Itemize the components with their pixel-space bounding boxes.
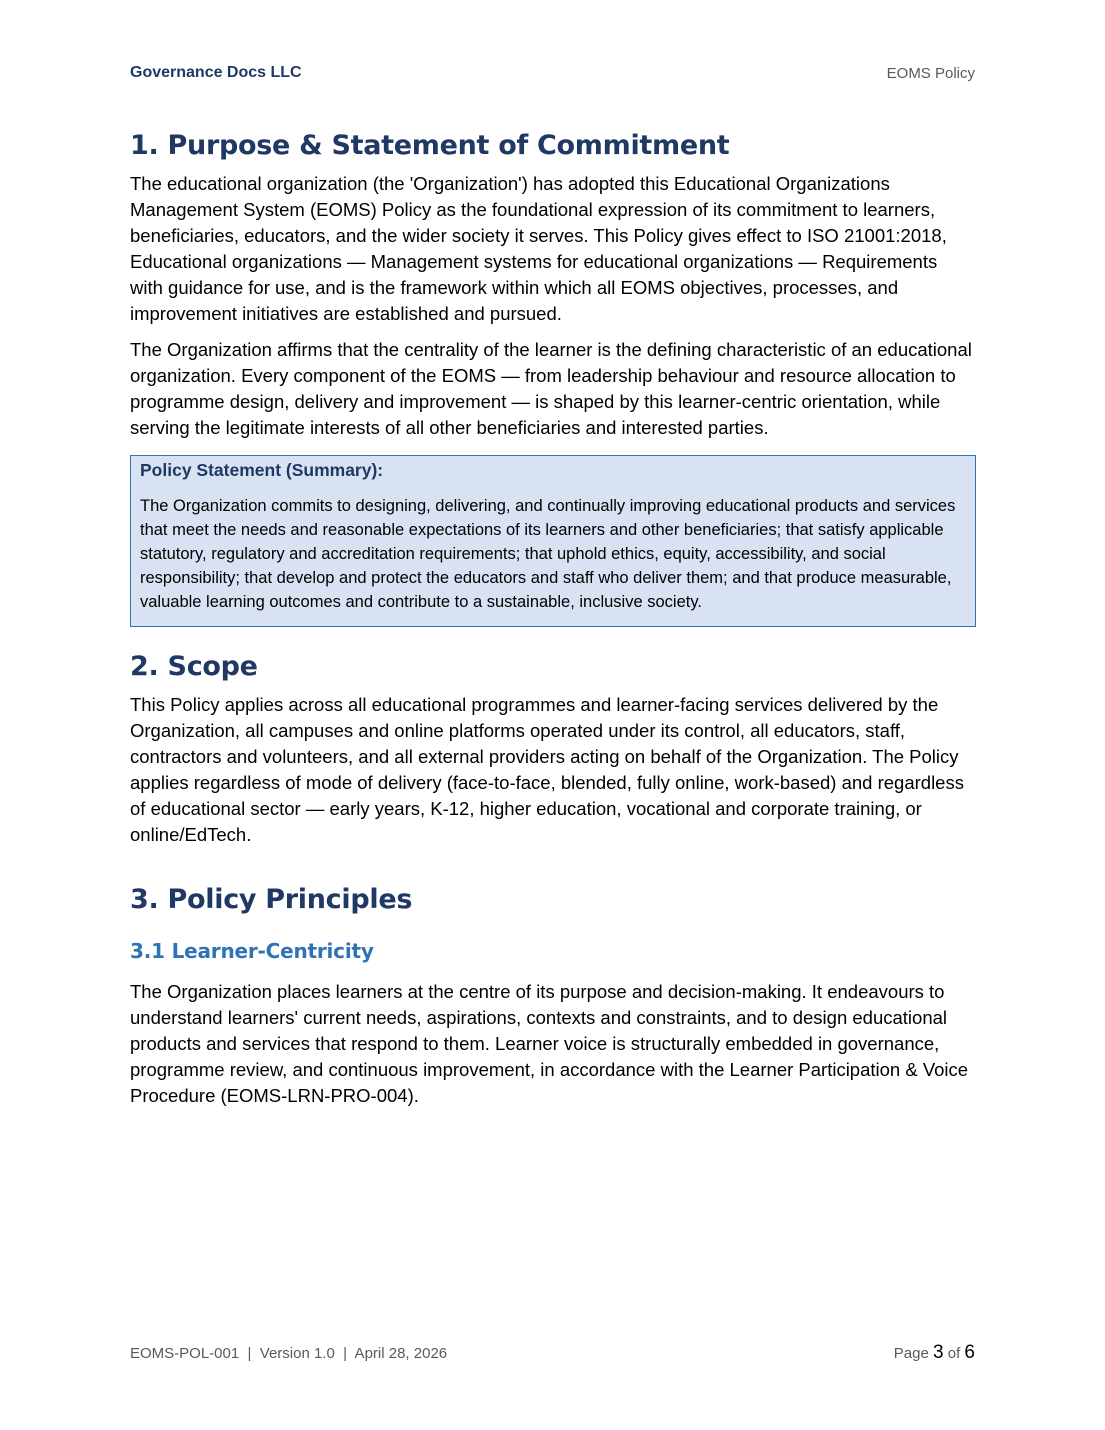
- purpose-paragraph-1: The educational organization (the 'Organization') has adopted this Educational Organizations Management System (EOMS) Policy as the foundational expression of its commitment to learners, beneficiaries, educators, and the wider society it serves. This Policy gives effect to ISO 21001:2018, Educational organizations — Management systems for educational organizations — Requirements with guidance for use, and is the framework within which all EOMS objectives, processes, and improvement initiatives are established and pursued.: [130, 173, 947, 324]
- section-heading-principles: 3. Policy Principles: [130, 884, 413, 915]
- page-of-label: of: [947, 1345, 961, 1362]
- page-label: Page: [893, 1345, 929, 1362]
- section-heading-scope: 2. Scope: [130, 651, 258, 682]
- document-page: [130, 0, 975, 1430]
- footer-page-number: [894, 1342, 975, 1364]
- page-footer: [130, 1342, 975, 1366]
- purpose-paragraph-2: The Organization affirms that the centrality of the learner is the defining characteristic of an educational organization. Every component of the EOMS — from leadership behaviour and resource allocation to programme design, delivery and improvement — is shaped by this learner-centric orientation, while serving the legitimate interests of all other beneficiaries and interested parties.: [130, 339, 972, 438]
- page-header: [130, 64, 975, 88]
- header-document-title: EOMS Policy: [886, 65, 975, 82]
- page-content: [130, 130, 975, 1119]
- learner-centricity-paragraph: The Organization places learners at the centre of its purpose and decision-making. It endeavours to understand learners' current needs, aspirations, contexts and constraints, and to design educational products and services that respond to them. Learner voice is structurally embedded in governance, programme review, and continuous improvement, in accordance with the Learner Participation & Voice Procedure (EOMS-LRN-PRO-004).: [130, 981, 969, 1106]
- page-total: 6: [964, 1342, 975, 1363]
- subsection-heading-learner-centricity: 3.1 Learner-Centricity: [130, 939, 374, 963]
- scope-paragraph: This Policy applies across all educational programmes and learner-facing services delivered by the Organization, all campuses and online platforms operated under its control, all educators, staff, contractors and volunteers, and all external providers acting on behalf of the Organization. The Policy applies regardless of mode of delivery (face-to-face, blended, fully online, work-based) and regardless of educational sector — early years, K-12, higher education, vocational and corporate training, or online/EdTech.: [130, 694, 964, 845]
- policy-statement-callout: [130, 455, 976, 627]
- header-company-name: Governance Docs LLC: [130, 64, 302, 81]
- section-heading-purpose: 1. Purpose & Statement of Commitment: [130, 130, 730, 161]
- footer-document-info: EOMS-POL-001 | Version 1.0 | April 28, 2026: [130, 1345, 448, 1362]
- callout-title: Policy Statement (Summary):: [140, 460, 384, 480]
- callout-text: The Organization commits to designing, delivering, and continually improving educational products and services that meet the needs and reasonable expectations of its learners and other beneficiaries; that satisfy applicable statutory, regulatory and accreditation requirements; that uphold ethics, equity, accessibility, and social responsibility; that develop and protect the educators and staff who deliver them; and that produce measurable, valuable learning outcomes and contribute to a sustainable, inclusive society.: [140, 497, 956, 611]
- page-current: 3: [932, 1342, 944, 1363]
